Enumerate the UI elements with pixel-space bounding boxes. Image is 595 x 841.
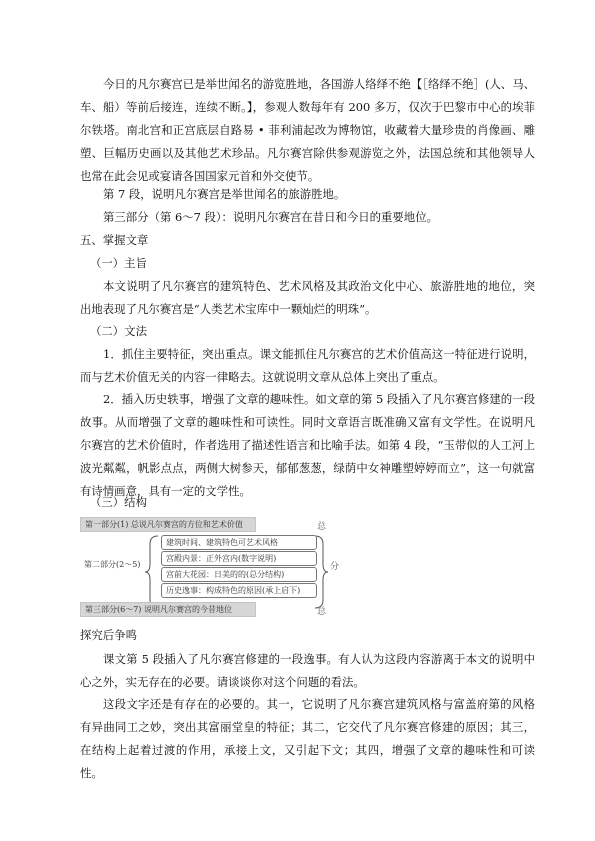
- subheading-structure: （三）结构: [90, 495, 147, 509]
- diagram-part2-label: 第二部分(2～5): [84, 560, 141, 569]
- paragraph-answer: 这段文字还是有存在的必要的。其一，它说明了凡尔赛宫建筑风格与富盖府第的风格有异曲同工之妙，突出其富丽堂皇的特征；其二，它交代了凡尔赛宫修建的原因；其三，在结构上起着过渡的作用，承接上文，又引起下文；其四，增强了文章的趣味性和可读性。: [80, 697, 535, 780]
- paragraph-part3: 第三部分（第 6～7 段）：说明凡尔赛宫在昔日和今日的重要地位。: [103, 210, 438, 224]
- heading-master-article: 五、掌握文章: [80, 233, 149, 247]
- diagram-side-top: 总: [317, 522, 327, 532]
- heading-explore: 探究后争鸣: [80, 628, 137, 642]
- paragraph-section7: 第 7 段，说明凡尔赛宫是举世闻名的旅游胜地。: [103, 187, 346, 201]
- diagram-item-2: 宫殿内景：正外宫内(数字说明): [161, 551, 317, 566]
- diagram-part3: 第三部分(6～7) 说明凡尔赛宫的今昔地位: [80, 602, 256, 617]
- diagram-side-mid: 分: [330, 562, 340, 572]
- diagram-item-1: 建筑时间、建筑特色可艺术风格: [161, 535, 317, 550]
- subheading-theme: （一）主旨: [90, 256, 147, 270]
- paragraph-question: 课文第 5 段插入了凡尔赛宫修建的一段逸事。有人认为这段内容游离于本文的说明中心之外，实无存在的必要。请谈谈你对这个问题的看法。: [80, 652, 535, 689]
- diagram-item-3: 宫前大花园：日美的的(总分结构): [161, 567, 317, 582]
- diagram-part1: 第一部分(1) 总说凡尔赛宫的方位和艺术价值: [80, 517, 256, 532]
- structure-diagram: [80, 514, 340, 619]
- subheading-method: （二）文法: [90, 324, 147, 338]
- paragraph-theme: 本文说明了凡尔赛宫的建筑特色、艺术风格及其政治文化中心、旅游胜地的地位，突出地表现了凡尔赛宫是“人类艺术宝库中一颗灿烂的明珠”。: [80, 279, 535, 316]
- diagram-side-bot: 总: [317, 607, 327, 617]
- paragraph-method-1: 1．抓住主要特征，突出重点。课文能抓住凡尔赛宫的艺术价值高这一特征进行说明，而与艺术价值无关的内容一律略去。这就说明文章从总体上突出了重点。: [80, 347, 535, 384]
- paragraph-tourism: 今日的凡尔赛宫已是举世闻名的游览胜地，各国游人络绎不绝【［络绎不绝］(人、马、车、船）等前后接连，连续不断。】，参观人数每年有 200 多万，仅次于巴黎市中心的埃菲尔铁塔。南北宫和正宫底层自路易 • 菲利浦起改为博物馆，收藏着大量珍贵的肖像画、雕塑、巨幅历史画以及其他艺术珍品。凡尔赛宫除供参观游览之外，法国总统和其他领导人也常在此会见或宴请各国国家元首和外交使节。: [80, 77, 535, 183]
- left-brace-icon: [144, 534, 160, 610]
- paragraph-method-2: 2．插入历史轶事，增强了文章的趣味性。如文章的第 5 段插入了凡尔赛宫修建的一段故事。从而增强了文章的趣味性和可读性。同时文章语言既准确又富有文学性。在说明凡尔赛宫的艺术价值时，作者选用了描述性语言和比喻手法。如第 4 段，“玉带似的人工河上波光粼粼，帆影点点，两侧大树参天，郁郁葱葱，绿荫中女神雕塑婷婷而立”，这一句就富有诗情画意，具有一定的文学性。: [80, 392, 535, 498]
- diagram-item-4: 历史逸事：构成特色的原因(承上启下): [161, 583, 317, 598]
